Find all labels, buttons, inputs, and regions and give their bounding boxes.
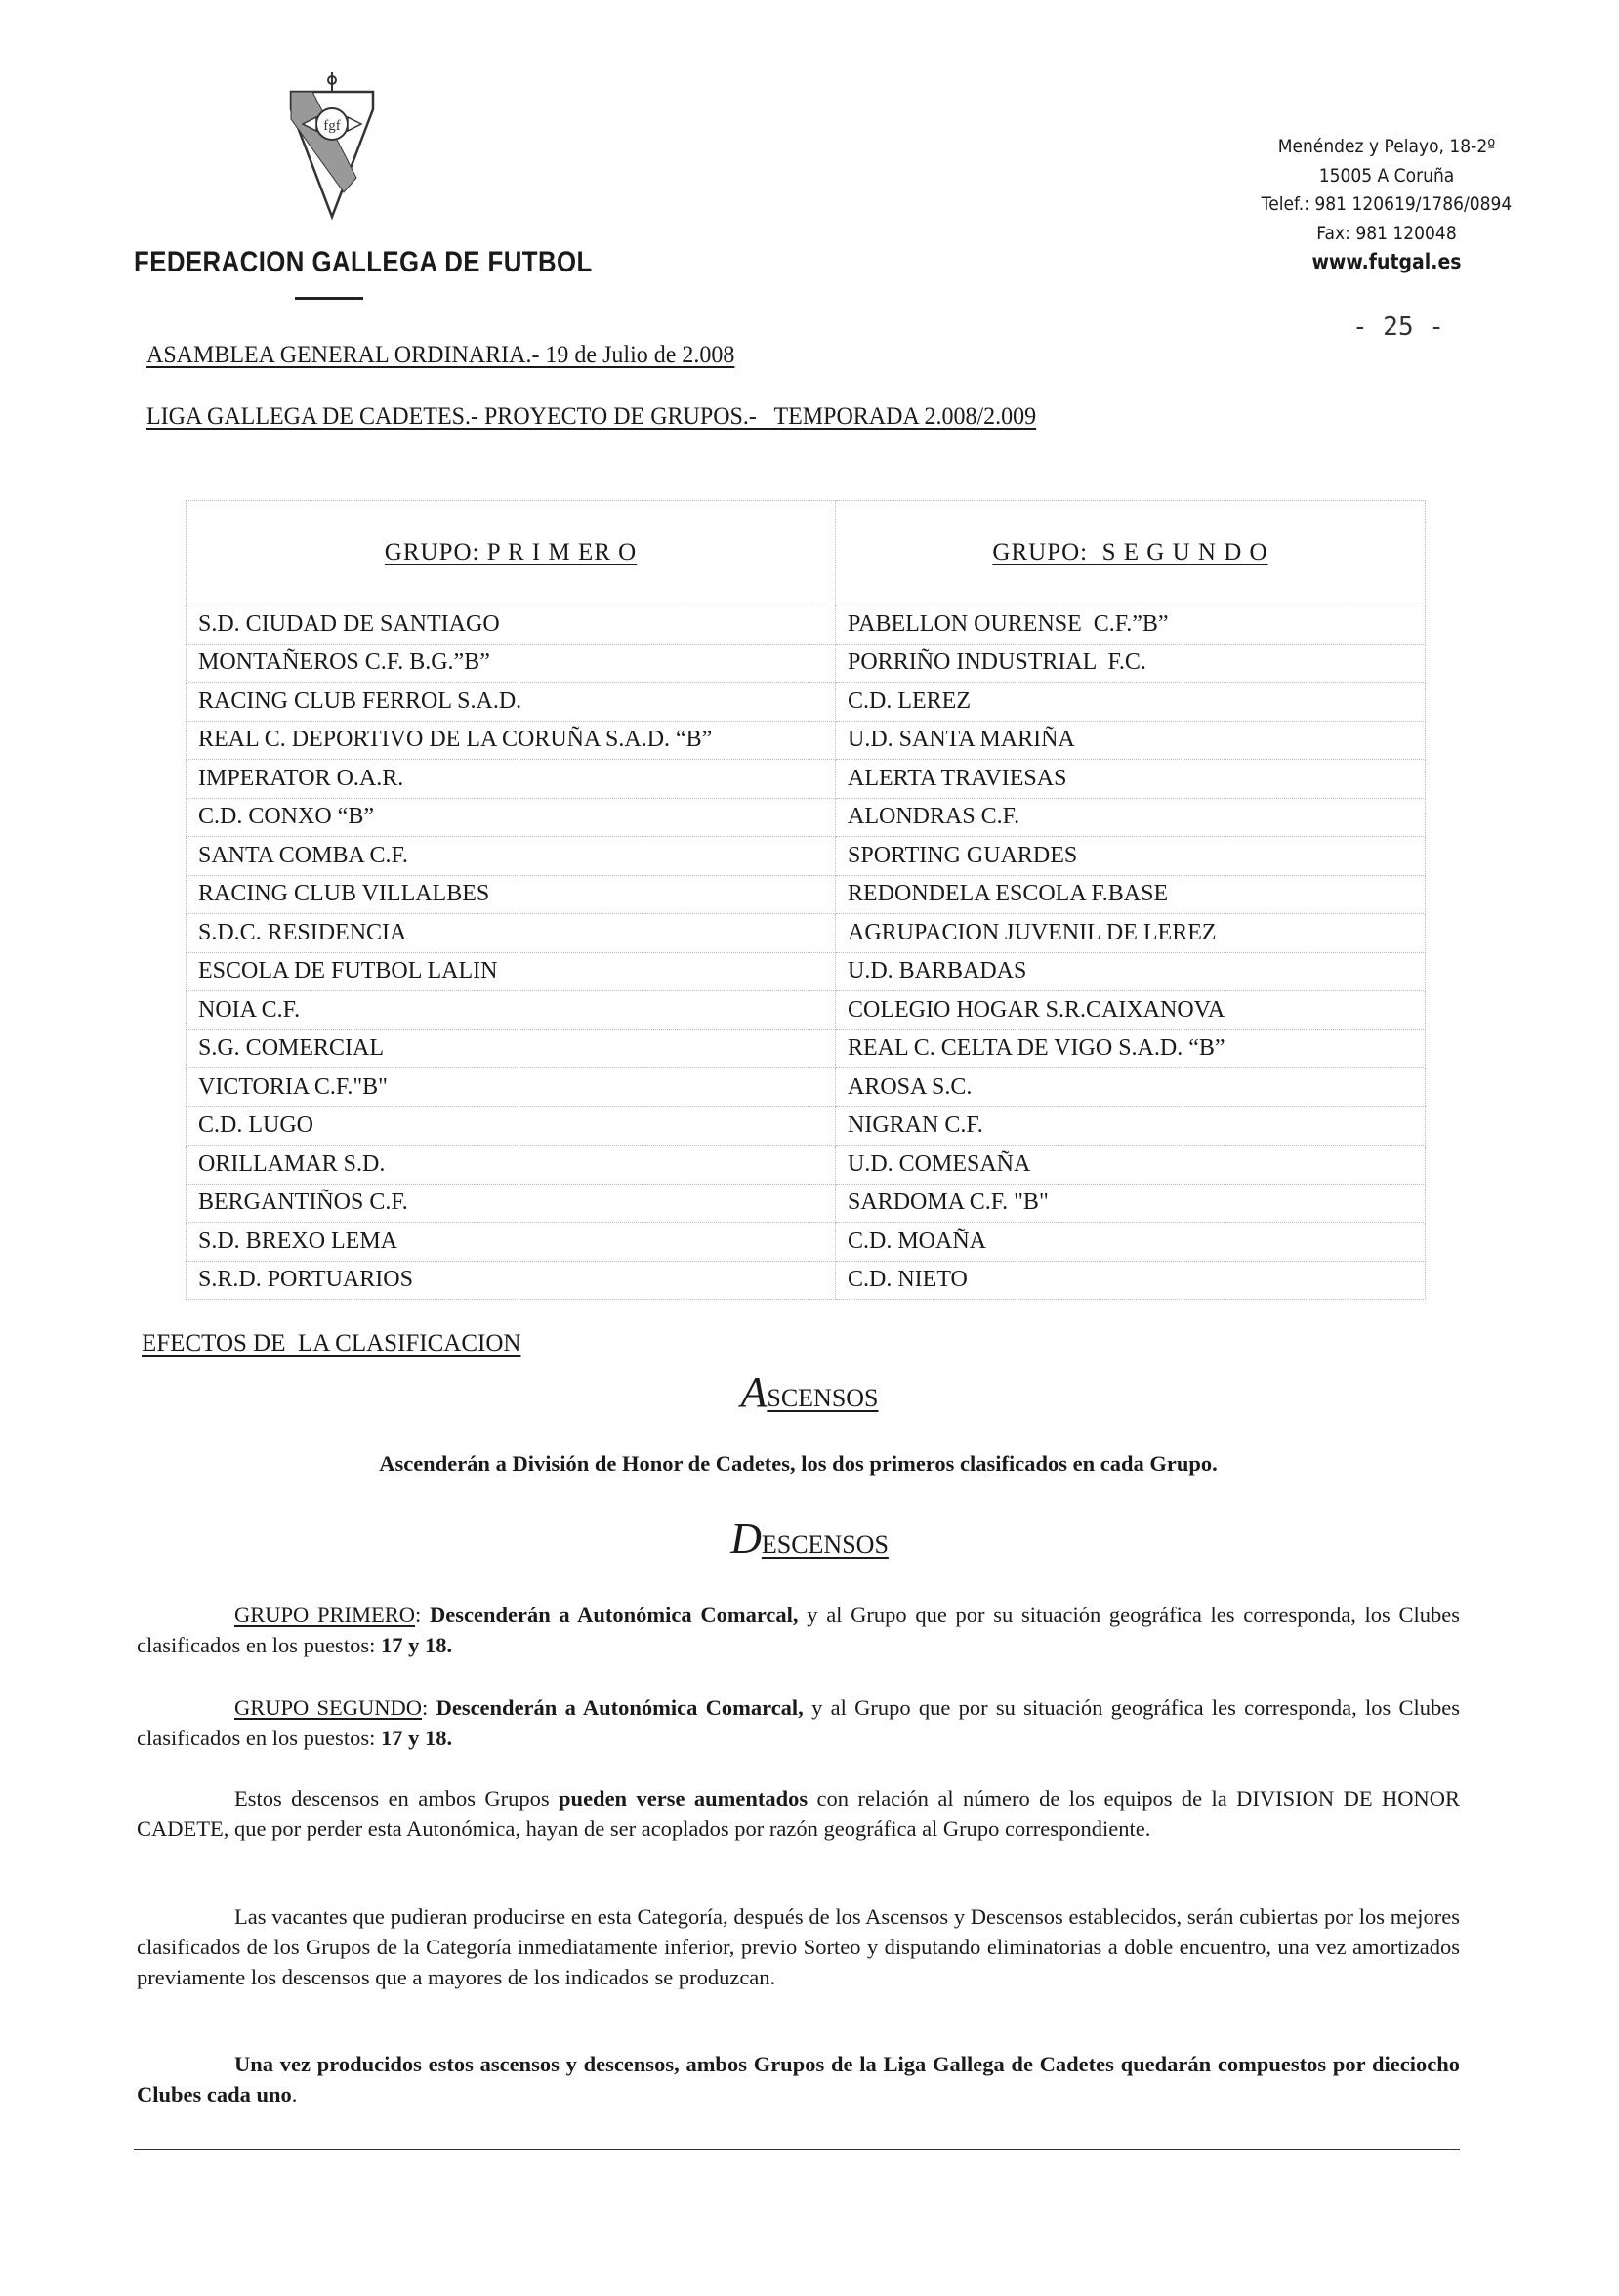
team-cell: S.D.C. RESIDENCIA [187, 914, 836, 953]
table-row [187, 875, 1426, 914]
team-cell: NIGRAN C.F. [836, 1106, 1426, 1146]
team-cell: U.D. SANTA MARIÑA [836, 721, 1426, 760]
table-row [187, 837, 1426, 876]
team-cell: REDONDELA ESCOLA F.BASE [836, 875, 1426, 914]
team-cell: C.D. LEREZ [836, 683, 1426, 722]
team-cell: ESCOLA DE FUTBOL LALIN [187, 952, 836, 991]
divider [295, 297, 363, 300]
team-cell: PABELLON OURENSE C.F.”B” [836, 605, 1426, 645]
table-row [187, 991, 1426, 1030]
team-cell: U.D. COMESAÑA [836, 1146, 1426, 1185]
team-cell: ORILLAMAR S.D. [187, 1146, 836, 1185]
organization-name: FEDERACION GALLEGA DE FUTBOL [134, 246, 593, 278]
paragraph-vacantes: Las vacantes que pudieran producirse en esta Categoría, después de los Ascensos y Descensos establecidos, serán cubiertas por los mejores clasificados de los Grupos de la Categoría inmediatamente inferior, previo Sorteo y disputando eliminatorias a doble encuentro, una vez amortizados previamente los descensos que a mayores de los indicados se produzcan. [137, 1904, 1460, 1989]
table-row [187, 1029, 1426, 1068]
bottom-divider [134, 2149, 1460, 2150]
team-cell: VICTORIA C.F."B" [187, 1068, 836, 1107]
paragraph-grupo-primero: GRUPO PRIMERO: Descenderán a Autonómica Comarcal, y al Grupo que por su situación geográfica les corresponda, los Clubes clasificados en los puestos: 17 y 18. [137, 1603, 1460, 1657]
page-number: - 25 - [1352, 313, 1444, 342]
svg-text:fgf: fgf [323, 118, 341, 134]
assembly-title: ASAMBLEA GENERAL ORDINARIA.- 19 de Julio de 2.008 [146, 342, 735, 368]
table-row [187, 760, 1426, 799]
team-cell: RACING CLUB VILLALBES [187, 875, 836, 914]
website-link[interactable]: www.futgal.es [1311, 250, 1462, 273]
table-row [187, 952, 1426, 991]
ascensos-text: Ascenderán a División de Honor de Cadetes, los dos primeros clasificados en cada Grupo. [379, 1451, 1218, 1476]
team-cell: ALERTA TRAVIESAS [836, 760, 1426, 799]
team-cell: SANTA COMBA C.F. [187, 837, 836, 876]
table-row [187, 721, 1426, 760]
federation-logo [283, 70, 381, 227]
table-row [187, 1261, 1426, 1300]
group-first-header: GRUPO: P R I M ER O [187, 501, 836, 605]
phone: Telef.: 981 120619/1786/0894 [1261, 193, 1513, 215]
team-cell: AGRUPACION JUVENIL DE LEREZ [836, 914, 1426, 953]
team-cell: S.D. CIUDAD DE SANTIAGO [187, 605, 836, 645]
section-heading-ascensos [0, 1367, 1619, 1417]
league-title: LIGA GALLEGA DE CADETES.- PROYECTO DE GRUPOS.- TEMPORADA 2.008/2.009 [146, 403, 1037, 430]
table-row [187, 1184, 1426, 1223]
drop-cap: D [730, 1515, 762, 1563]
paragraph-grupo-segundo: GRUPO SEGUNDO: Descenderán a Autonómica Comarcal, y al Grupo que por su situación geográfica les corresponda, los Clubes clasificados en los puestos: 17 y 18. [137, 1695, 1460, 1750]
table-row [187, 914, 1426, 953]
section-heading-efectos: EFECTOS DE LA CLASIFICACION [142, 1330, 521, 1357]
group-second-header: GRUPO: S E G U N D O [836, 501, 1426, 605]
paragraph-descensos-aumentados: Estos descensos en ambos Grupos pueden verse aumentados con relación al número de los equipos de la DIVISION DE HONOR CADETE, que por perder esta Autonómica, hayan de ser acoplados por razón geográfica al Grupo correspondiente. [137, 1786, 1460, 1841]
address-line: 15005 A Coruña [1318, 164, 1455, 187]
table-row [187, 644, 1426, 683]
team-cell: REAL C. DEPORTIVO DE LA CORUÑA S.A.D. “B” [187, 721, 836, 760]
team-cell: BERGANTIÑOS C.F. [187, 1184, 836, 1223]
team-cell: C.D. CONXO “B” [187, 798, 836, 837]
drop-cap: A [740, 1368, 768, 1416]
section-heading-descensos [0, 1514, 1619, 1564]
address-block [1246, 133, 1527, 277]
team-cell: IMPERATOR O.A.R. [187, 760, 836, 799]
heading-text: ESCENSOS [761, 1530, 889, 1559]
team-cell: SPORTING GUARDES [836, 837, 1426, 876]
table-row [187, 1146, 1426, 1185]
team-cell: RACING CLUB FERROL S.A.D. [187, 683, 836, 722]
team-cell: C.D. LUGO [187, 1106, 836, 1146]
team-cell: S.G. COMERCIAL [187, 1029, 836, 1068]
team-cell: C.D. MOAÑA [836, 1223, 1426, 1262]
heading-text: SCENSOS [767, 1384, 879, 1412]
team-cell: REAL C. CELTA DE VIGO S.A.D. “B” [836, 1029, 1426, 1068]
address-line: Menéndez y Pelayo, 18-2º [1277, 136, 1496, 157]
team-cell: ALONDRAS C.F. [836, 798, 1426, 837]
team-cell: COLEGIO HOGAR S.R.CAIXANOVA [836, 991, 1426, 1030]
team-cell: SARDOMA C.F. "B" [836, 1184, 1426, 1223]
team-cell: AROSA S.C. [836, 1068, 1426, 1107]
table-row [187, 605, 1426, 645]
table-row [187, 683, 1426, 722]
team-cell: S.R.D. PORTUARIOS [187, 1261, 836, 1300]
groups-table [186, 500, 1426, 1300]
table-row [187, 1223, 1426, 1262]
team-cell: PORRIÑO INDUSTRIAL F.C. [836, 644, 1426, 683]
team-cell: U.D. BARBADAS [836, 952, 1426, 991]
table-row [187, 798, 1426, 837]
paragraph-composicion: Una vez producidos estos ascensos y descensos, ambos Grupos de la Liga Gallega de Cadetes quedarán compuestos por dieciocho Clubes cada uno. [137, 2052, 1460, 2107]
table-row [187, 1106, 1426, 1146]
table-row [187, 1068, 1426, 1107]
fax: Fax: 981 120048 [1316, 222, 1457, 244]
team-cell: NOIA C.F. [187, 991, 836, 1030]
team-cell: MONTAÑEROS C.F. B.G.”B” [187, 644, 836, 683]
team-cell: C.D. NIETO [836, 1261, 1426, 1300]
team-cell: S.D. BREXO LEMA [187, 1223, 836, 1262]
